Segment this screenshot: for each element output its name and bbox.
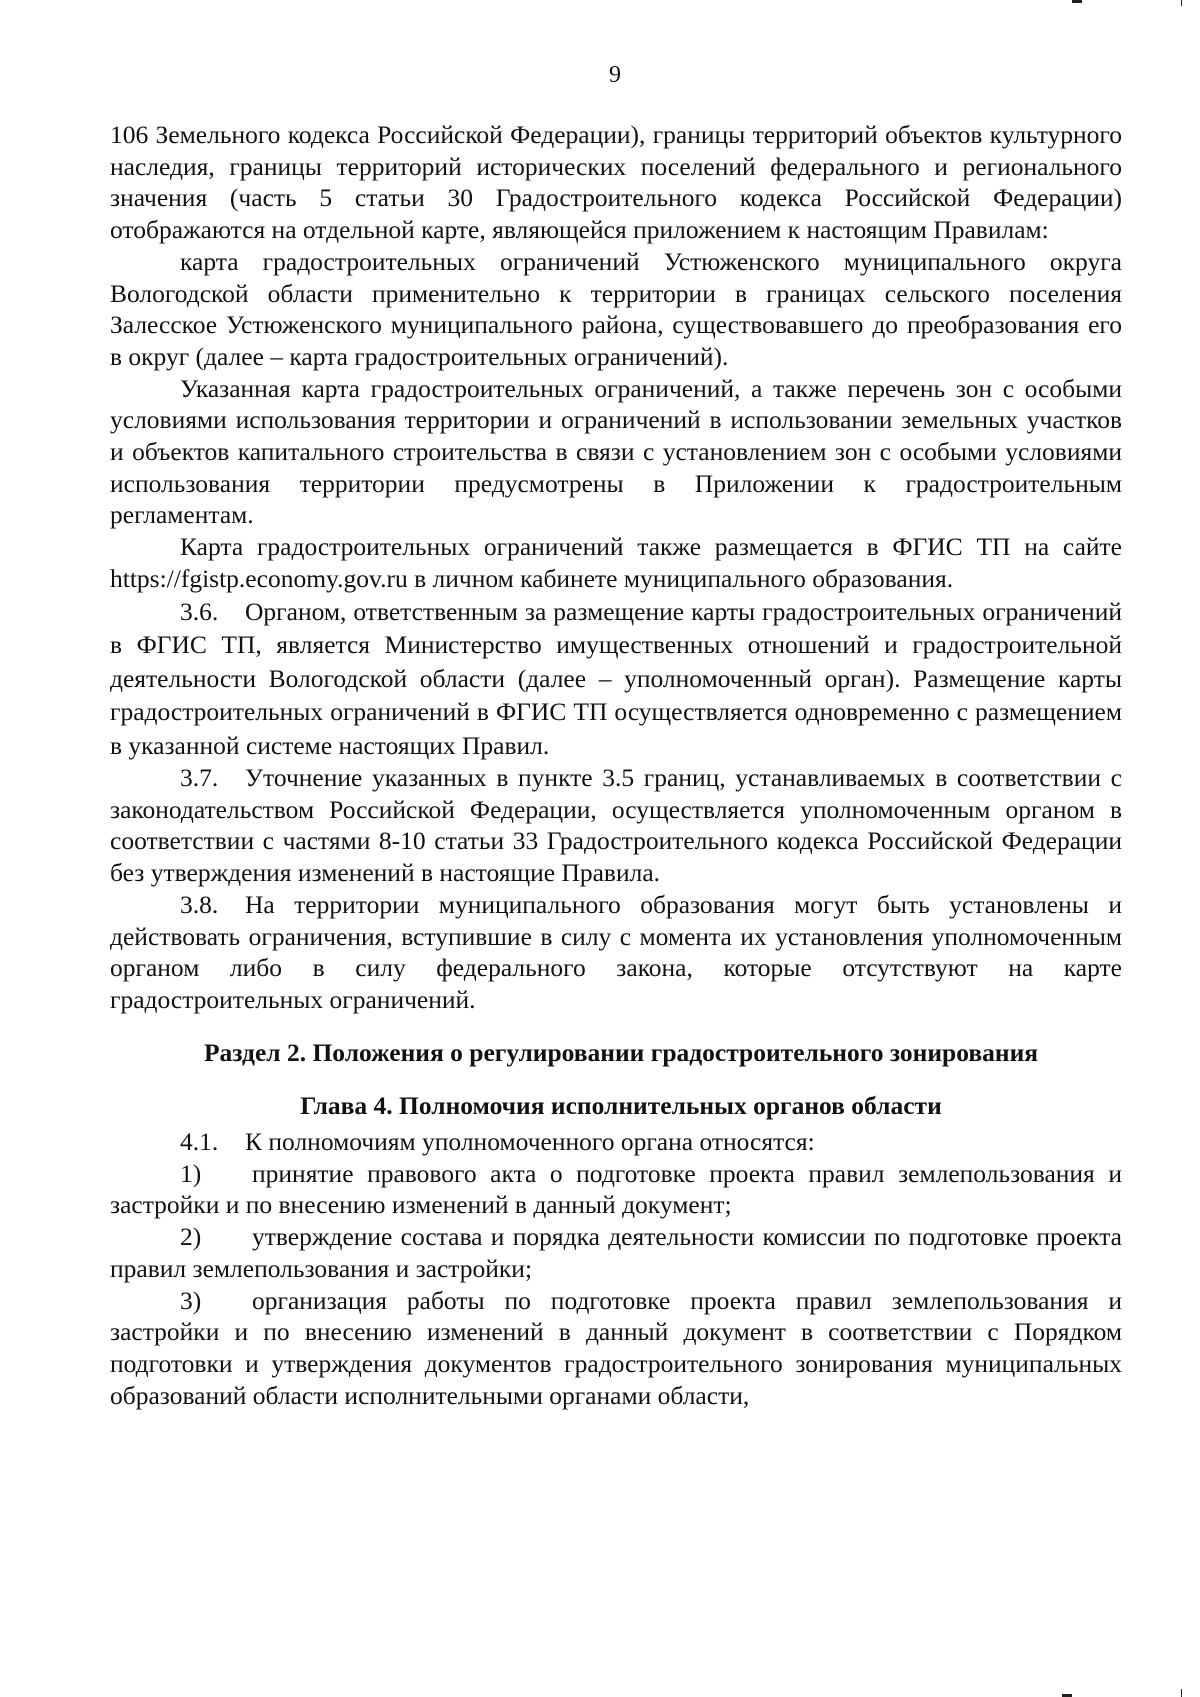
item-text: К полномочиям уполномоченного органа относятся: [245,1127,815,1157]
section-title: Раздел 2. Положения о регулировании градостроительного зонирования [203,1037,1039,1067]
paragraph-fgis-placement: Карта градостроительных ограничений также размещается в ФГИС ТП на сайте https://fgistp.economy.gov.ru в личном кабинете муниципального образования. [110,532,1122,593]
list-item-number: 1) [180,1158,202,1188]
item-number: 3.6. [180,596,219,626]
paragraph-continuation: 106 Земельного кодекса Российской Федерации), границы территорий объектов культурного наследия, границы территорий исторических поселений федерального и регионального значения (часть 5 статьи 30 Градостроительного кодекса Российской Федерации) отображаются на отдельной карте, являющейся приложением к настоящим Правилам: [110,120,1122,245]
list-item [110,1158,1122,1221]
list-item-text: организация работы по подготовке проекта правил землепользования и застройки и по внесению изменений в данный документ в соответствии с Порядком подготовки и утверждения документов градостроительного зонирования муниципальных образований области исполнительными органами области, [110,1285,1122,1410]
item-text: Органом, ответственным за размещение карты градостроительных ограничений в ФГИС ТП, является Министерство имущественных отношений и градостроительной деятельности Вологодской области (далее – уполномоченный орган). Размещение карты градостроительных ограничений в ФГИС ТП осуществляется одновременно с размещением в указанной системе настоящих Правил. [110,596,1122,760]
scan-artifact [1181,1689,1182,1697]
item-3-6 [110,595,1122,763]
chapter-title: Глава 4. Полномочия исполнительных органов области [300,1091,942,1121]
item-3-7 [110,762,1122,889]
document-body [110,119,1122,1411]
item-number: 3.8. [180,889,219,919]
list-item-number: 2) [180,1222,202,1252]
item-4-1 [110,1126,1122,1158]
scan-artifact [1181,0,1182,6]
list-item-text: утверждение состава и порядка деятельности комиссии по подготовке проекта правил землепользования и застройки; [110,1222,1122,1283]
list-item [110,1221,1122,1284]
item-text: Уточнение указанных в пункте 3.5 границ, устанавливаемых в соответствии с законодательством Российской Федерации, осуществляется уполномоченным органом в соответствии с частями 8-10 статьи 33 Градостроительного кодекса Российской Федерации без утверждения изменений в настоящие Правила. [110,763,1122,888]
item-3-8 [110,889,1122,1016]
item-text: На территории муниципального образования могут быть установлены и действовать ограничения, вступившие в силу с момента их установления уполномоченным органом либо в силу федерального закона, которые отсутствуют на карте градостроительных ограничений. [110,889,1122,1014]
item-number: 3.7. [180,763,219,793]
item-number: 4.1. [180,1127,219,1157]
list-item [110,1285,1122,1412]
paragraph-map-annex: Указанная карта градостроительных ограничений, а также перечень зон с особыми условиями использования территории и ограничений в использовании земельных участков и объектов капитального строительства в связи с установлением зон с особыми условиями использования территории предусмотрены в Приложении к градостроительным регламентам. [110,373,1122,530]
page-number: 9 [609,62,621,88]
paragraph-restrictions-map: карта градостроительных ограничений Устюженского муниципального округа Вологодской области применительно к территории в границах сельского поселения Залесское Устюженского муниципального района, существовавшего до преобразования его в округ (далее – карта градостроительных ограничений). [110,246,1122,371]
list-item-number: 3) [180,1285,202,1315]
scan-artifact [1072,0,1082,3]
list-item-text: принятие правового акта о подготовке проекта правил землепользования и застройки и по внесению изменений в данный документ; [110,1158,1122,1220]
